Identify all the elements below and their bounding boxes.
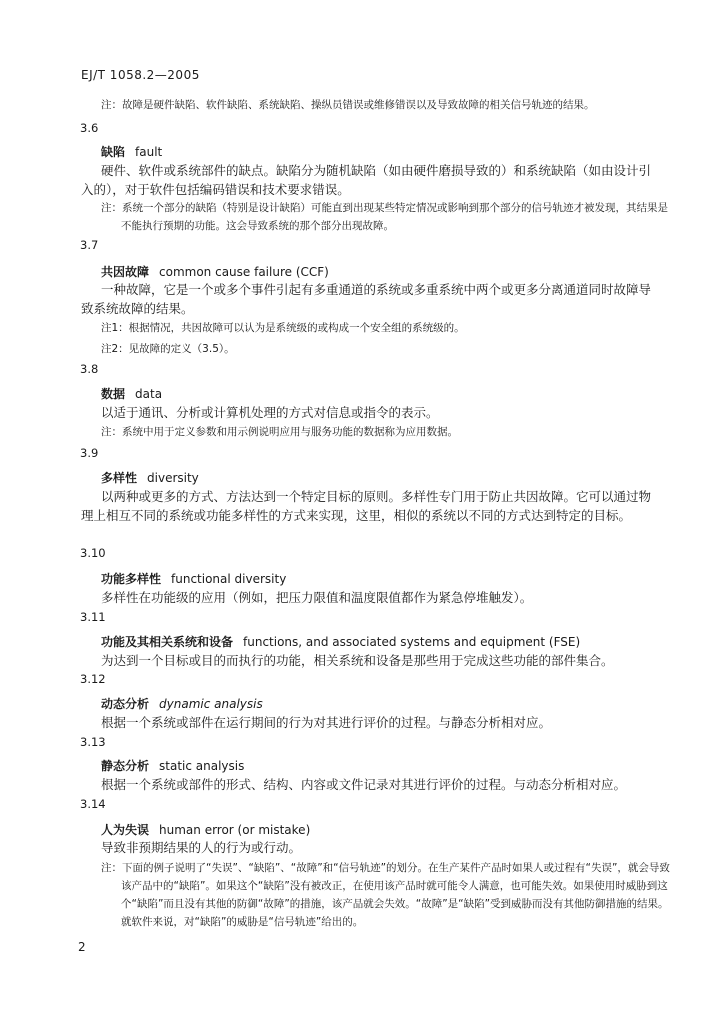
top-note: 注：故障是硬件缺陷、软件缺陷、系统缺陷、操纵员错误或维修错误以及导致故障的相关信号轨迹的结果。 xyxy=(101,99,595,111)
term-en: static analysis xyxy=(159,759,245,773)
term-heading xyxy=(101,695,263,712)
term-definition: 以适于通讯、分析或计算机处理的方式对信息或指令的表示。 xyxy=(101,405,439,420)
term-zh: 数据 xyxy=(101,387,126,401)
term-definition: 导致非预期结果的人的行为或行动。 xyxy=(101,840,302,855)
term-definition: 一种故障，它是一个或多个事件引起有多重通道的系统或多重系统中两个或更多分离通道同时故障导致系统故障的结果。 xyxy=(81,282,652,316)
term-en: diversity xyxy=(147,471,199,485)
term-note: 注：系统中用于定义参数和用示例说明应用与服务功能的数据称为应用数据。 xyxy=(101,426,458,438)
clause-number: 3.8 xyxy=(80,362,99,376)
term-en: functional diversity xyxy=(171,572,287,586)
term-heading xyxy=(101,263,329,280)
term-en: dynamic analysis xyxy=(159,697,263,711)
clause-number: 3.13 xyxy=(80,735,106,749)
term-heading xyxy=(101,821,310,838)
term-en: fault xyxy=(135,145,163,159)
clause-number: 3.10 xyxy=(80,546,106,560)
term-heading xyxy=(101,570,286,587)
term-definition: 多样性在功能级的应用（例如，把压力限值和温度限值都作为紧急停堆触发）。 xyxy=(101,590,533,605)
page-number: 2 xyxy=(78,940,86,954)
term-zh: 缺陷 xyxy=(101,145,126,159)
clause-number: 3.14 xyxy=(80,797,106,811)
term-heading xyxy=(101,633,580,650)
term-en: data xyxy=(135,387,163,401)
term-definition: 根据一个系统或部件的形式、结构、内容或文件记录对其进行评价的过程。与动态分析相对应。 xyxy=(101,777,627,792)
term-zh: 功能及其相关系统和设备 xyxy=(101,635,234,649)
term-heading xyxy=(101,757,244,774)
clause-number: 3.12 xyxy=(80,672,106,686)
term-definition: 为达到一个目标或目的而执行的功能，相关系统和设备是那些用于完成这些功能的部件集合。 xyxy=(101,653,614,668)
term-zh: 多样性 xyxy=(101,471,138,485)
term-heading xyxy=(101,385,162,402)
clause-number: 3.7 xyxy=(80,238,99,252)
clause-number: 3.9 xyxy=(80,446,99,460)
term-note: 注2：见故障的定义（3.5）。 xyxy=(101,343,235,355)
term-note: 注1：根据情况，共因故障可以认为是系统级的或构成一个安全组的系统级的。 xyxy=(101,322,465,334)
term-en: common cause failure (CCF) xyxy=(159,265,329,279)
term-definition: 根据一个系统或部件在运行期间的行为对其进行评价的过程。与静态分析相对应。 xyxy=(101,715,552,730)
term-en: human error (or mistake) xyxy=(159,823,311,837)
clause-number: 3.11 xyxy=(80,610,106,624)
term-heading xyxy=(101,469,199,486)
term-zh: 动态分析 xyxy=(101,697,150,711)
term-en: functions, and associated systems and equipment (FSE) xyxy=(243,635,581,649)
term-heading xyxy=(101,143,162,160)
term-zh: 共因故障 xyxy=(101,265,150,279)
term-zh: 功能多样性 xyxy=(101,572,162,586)
term-note: 注：系统一个部分的缺陷（特别是设计缺陷）可能直到出现某些特定情况或影响到那个部分的信号轨迹才被发现，其结果是不能执行预期的功能。这会导致系统的那个部分出现故障。 xyxy=(101,202,668,232)
term-zh: 静态分析 xyxy=(101,759,150,773)
term-definition: 以两种或更多的方式、方法达到一个特定目标的原则。多样性专门用于防止共因故障。它可以通过物理上相互不同的系统或功能多样性的方式来实现，这里，相似的系统以不同的方式达到特定的目标。 xyxy=(81,489,652,523)
term-zh: 人为失误 xyxy=(101,823,150,837)
term-definition: 硬件、软件或系统部件的缺点。缺陷分为随机缺陷（如由硬件磨损导致的）和系统缺陷（如由设计引入的），对于软件包括编码错误和技术要求错误。 xyxy=(81,163,652,197)
term-note: 注：下面的例子说明了“失误”、“缺陷”、“故障”和“信号轨迹”的划分。在生产某件产品时如果人或过程有“失误”，就会导致该产品中的“缺陷”。如果这个“缺陷”没有被改正，在使用该产品时就可能令人满意，也可能失效。如果使用时威胁到这个“缺陷”而且没有其他的防御“故障”的措施，该产品就会失效。“故障”是“缺陷”受到威胁而没有其他防御措施的结果。就软件来说，对“缺陷”的威胁是“信号轨迹”给出的。 xyxy=(101,862,670,928)
clause-number: 3.6 xyxy=(80,121,99,135)
document-code-header: EJ/T 1058.2—2005 xyxy=(81,68,200,82)
